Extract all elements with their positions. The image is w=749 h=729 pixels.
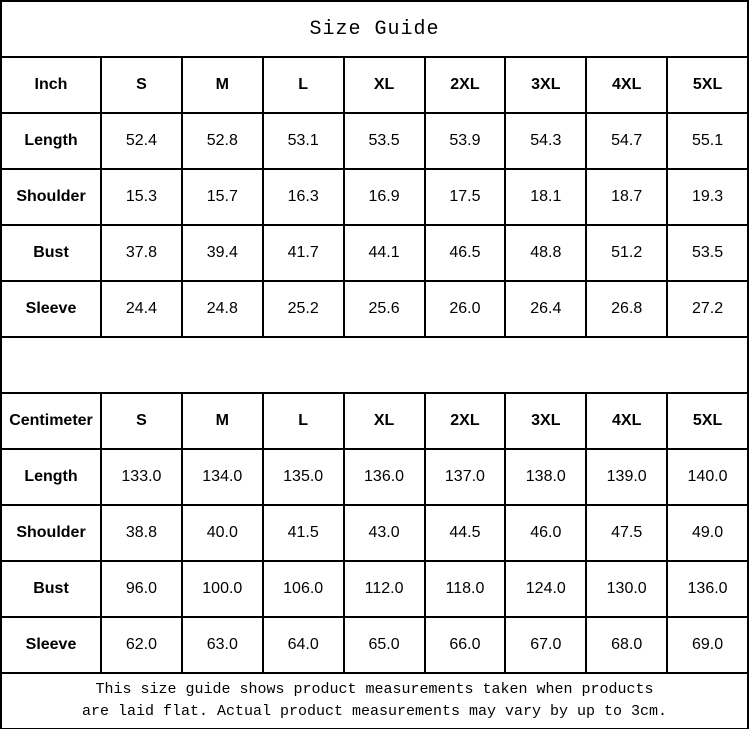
measurement-cell: 137.0 [425,449,506,505]
measurement-cell: 124.0 [505,561,586,617]
cm-header-row [1,393,748,449]
measurement-cell: 25.2 [263,281,344,337]
row-label: Length [1,449,101,505]
measurement-cell: 139.0 [586,449,667,505]
footer-note-line2: are laid flat. Actual product measurements may vary by up to 3cm. [81,703,668,720]
measurement-cell: 26.8 [586,281,667,337]
unit-label-inch: Inch [1,57,101,113]
footer-row [1,673,748,729]
size-column-header: 2XL [425,393,506,449]
measurement-cell: 66.0 [425,617,506,673]
measurement-cell: 26.0 [425,281,506,337]
size-column-header: S [101,393,182,449]
table-row-inch-bust [1,225,748,281]
measurement-cell: 37.8 [101,225,182,281]
row-label: Shoulder [1,505,101,561]
footer-note [1,673,748,729]
measurement-cell: 24.4 [101,281,182,337]
measurement-cell: 17.5 [425,169,506,225]
measurement-cell: 47.5 [586,505,667,561]
measurement-cell: 53.9 [425,113,506,169]
measurement-cell: 63.0 [182,617,263,673]
size-column-header: 3XL [505,393,586,449]
measurement-cell: 40.0 [182,505,263,561]
size-column-header: M [182,393,263,449]
unit-label-centimeter: Centimeter [1,393,101,449]
measurement-cell: 118.0 [425,561,506,617]
measurement-cell: 46.5 [425,225,506,281]
row-label: Sleeve [1,617,101,673]
measurement-cell: 41.7 [263,225,344,281]
measurement-cell: 130.0 [586,561,667,617]
measurement-cell: 96.0 [101,561,182,617]
row-label: Length [1,113,101,169]
measurement-cell: 112.0 [344,561,425,617]
size-column-header: 5XL [667,393,748,449]
inch-header-row [1,57,748,113]
measurement-cell: 53.5 [344,113,425,169]
measurement-cell: 51.2 [586,225,667,281]
measurement-cell: 136.0 [344,449,425,505]
measurement-cell: 24.8 [182,281,263,337]
table-row-cm-length [1,449,748,505]
row-label: Shoulder [1,169,101,225]
measurement-cell: 25.6 [344,281,425,337]
measurement-cell: 62.0 [101,617,182,673]
measurement-cell: 54.7 [586,113,667,169]
size-column-header: M [182,57,263,113]
measurement-cell: 44.5 [425,505,506,561]
measurement-cell: 15.7 [182,169,263,225]
measurement-cell: 39.4 [182,225,263,281]
measurement-cell: 18.7 [586,169,667,225]
size-column-header: 4XL [586,393,667,449]
measurement-cell: 134.0 [182,449,263,505]
size-column-header: 3XL [505,57,586,113]
measurement-cell: 48.8 [505,225,586,281]
measurement-cell: 46.0 [505,505,586,561]
measurement-cell: 64.0 [263,617,344,673]
measurement-cell: 135.0 [263,449,344,505]
size-column-header: 4XL [586,57,667,113]
measurement-cell: 53.1 [263,113,344,169]
measurement-cell: 43.0 [344,505,425,561]
size-column-header: XL [344,57,425,113]
measurement-cell: 18.1 [505,169,586,225]
table-row-cm-bust [1,561,748,617]
page-title: Size Guide [1,1,748,57]
measurement-cell: 16.3 [263,169,344,225]
measurement-cell: 52.8 [182,113,263,169]
measurement-cell: 100.0 [182,561,263,617]
spacer-row [1,337,748,393]
measurement-cell: 106.0 [263,561,344,617]
measurement-cell: 65.0 [344,617,425,673]
measurement-cell: 52.4 [101,113,182,169]
footer-note-line1: This size guide shows product measurements taken when products [95,680,654,698]
measurement-cell: 140.0 [667,449,748,505]
measurement-cell: 15.3 [101,169,182,225]
measurement-cell: 27.2 [667,281,748,337]
measurement-cell: 19.3 [667,169,748,225]
row-label: Sleeve [1,281,101,337]
measurement-cell: 67.0 [505,617,586,673]
measurement-cell: 133.0 [101,449,182,505]
measurement-cell: 44.1 [344,225,425,281]
measurement-cell: 55.1 [667,113,748,169]
measurement-cell: 41.5 [263,505,344,561]
row-label: Bust [1,561,101,617]
size-column-header: L [263,57,344,113]
table-row-cm-sleeve [1,617,748,673]
title-row [1,1,748,57]
table-row-inch-sleeve [1,281,748,337]
size-column-header: 5XL [667,57,748,113]
table-row-inch-length [1,113,748,169]
measurement-cell: 38.8 [101,505,182,561]
table-row-inch-shoulder [1,169,748,225]
size-column-header: L [263,393,344,449]
row-label: Bust [1,225,101,281]
measurement-cell: 136.0 [667,561,748,617]
measurement-cell: 54.3 [505,113,586,169]
measurement-cell: 26.4 [505,281,586,337]
measurement-cell: 53.5 [667,225,748,281]
size-column-header: XL [344,393,425,449]
size-column-header: 2XL [425,57,506,113]
measurement-cell: 16.9 [344,169,425,225]
measurement-cell: 49.0 [667,505,748,561]
measurement-cell: 138.0 [505,449,586,505]
measurement-cell: 69.0 [667,617,748,673]
size-column-header: S [101,57,182,113]
measurement-cell: 68.0 [586,617,667,673]
table-row-cm-shoulder [1,505,748,561]
spacer-cell [1,337,748,393]
